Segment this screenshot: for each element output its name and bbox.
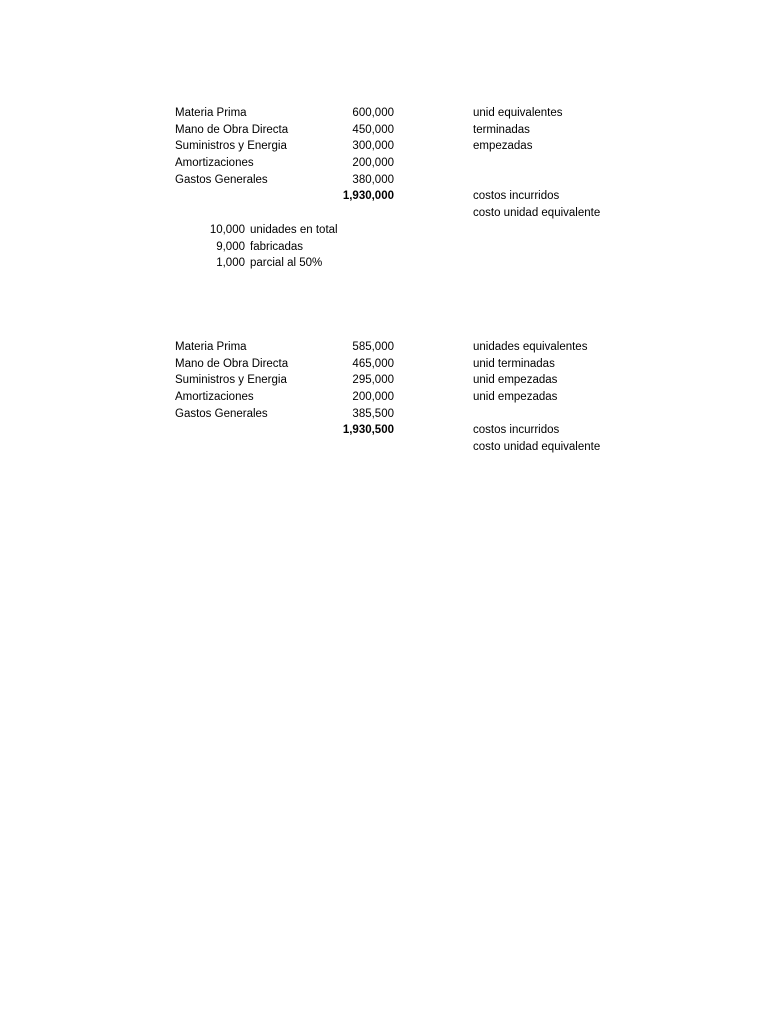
side-note: costos incurridos (473, 190, 560, 203)
side-note: unid equivalentes (473, 107, 563, 119)
cost-amount: 450,000 (352, 123, 394, 136)
cost-amount: 465,000 (352, 357, 394, 370)
list-item (175, 255, 425, 272)
cost-amount: 200,000 (352, 157, 394, 170)
table-row (175, 406, 547, 423)
cost-amount: 585,000 (352, 341, 394, 353)
cost-amount: 600,000 (352, 107, 394, 119)
unit-quantity: 10,000 (209, 224, 245, 236)
side-note: empezadas (473, 140, 533, 153)
side-note: unid empezadas (473, 374, 558, 387)
unit-quantity: 9,000 (216, 240, 245, 253)
cost-table-1 (175, 105, 601, 222)
cost-amount: 300,000 (352, 140, 394, 153)
side-note: terminadas (473, 123, 530, 136)
side-note: unid terminadas (473, 357, 555, 370)
cost-label: Suministros y Energia (175, 374, 287, 387)
total-amount: 1,930,000 (342, 190, 394, 203)
table-row (175, 205, 601, 222)
cost-table-2 (175, 339, 601, 456)
table-row (175, 155, 547, 172)
list-item (175, 222, 425, 239)
side-note: costo unidad equivalente (473, 207, 601, 220)
cost-label: Gastos Generales (175, 173, 268, 186)
table-row (175, 122, 547, 139)
side-note: costo unidad equivalente (473, 441, 601, 454)
table-row (175, 339, 588, 356)
total-amount: 1,930,500 (342, 424, 394, 437)
unit-description: parcial al 50% (250, 257, 323, 270)
cost-amount: 200,000 (352, 391, 394, 404)
table-row (175, 138, 547, 155)
cost-label: Mano de Obra Directa (175, 123, 289, 136)
cost-amount: 295,000 (352, 374, 394, 387)
table-row (175, 105, 563, 122)
total-row (175, 188, 560, 205)
cost-label: Mano de Obra Directa (175, 357, 289, 370)
cost-label: Suministros y Energia (175, 140, 287, 153)
cost-label: Gastos Generales (175, 407, 268, 420)
table-row (175, 356, 555, 373)
units-list (175, 222, 425, 272)
table-row (175, 439, 601, 456)
cost-label: Materia Prima (175, 107, 247, 119)
side-note: unidades equivalentes (473, 341, 588, 353)
unit-quantity: 1,000 (216, 257, 245, 270)
cost-label: Amortizaciones (175, 391, 254, 404)
side-note: costos incurridos (473, 424, 560, 437)
table-row (175, 389, 558, 406)
cost-amount: 385,500 (352, 407, 394, 420)
cost-amount: 380,000 (352, 173, 394, 186)
unit-description: unidades en total (250, 224, 338, 236)
cost-label: Amortizaciones (175, 157, 254, 170)
unit-description: fabricadas (250, 240, 304, 253)
table-row (175, 172, 547, 189)
side-note: unid empezadas (473, 391, 558, 404)
table-row (175, 372, 558, 389)
cost-label: Materia Prima (175, 341, 247, 353)
list-item (175, 239, 425, 256)
total-row (175, 422, 560, 439)
